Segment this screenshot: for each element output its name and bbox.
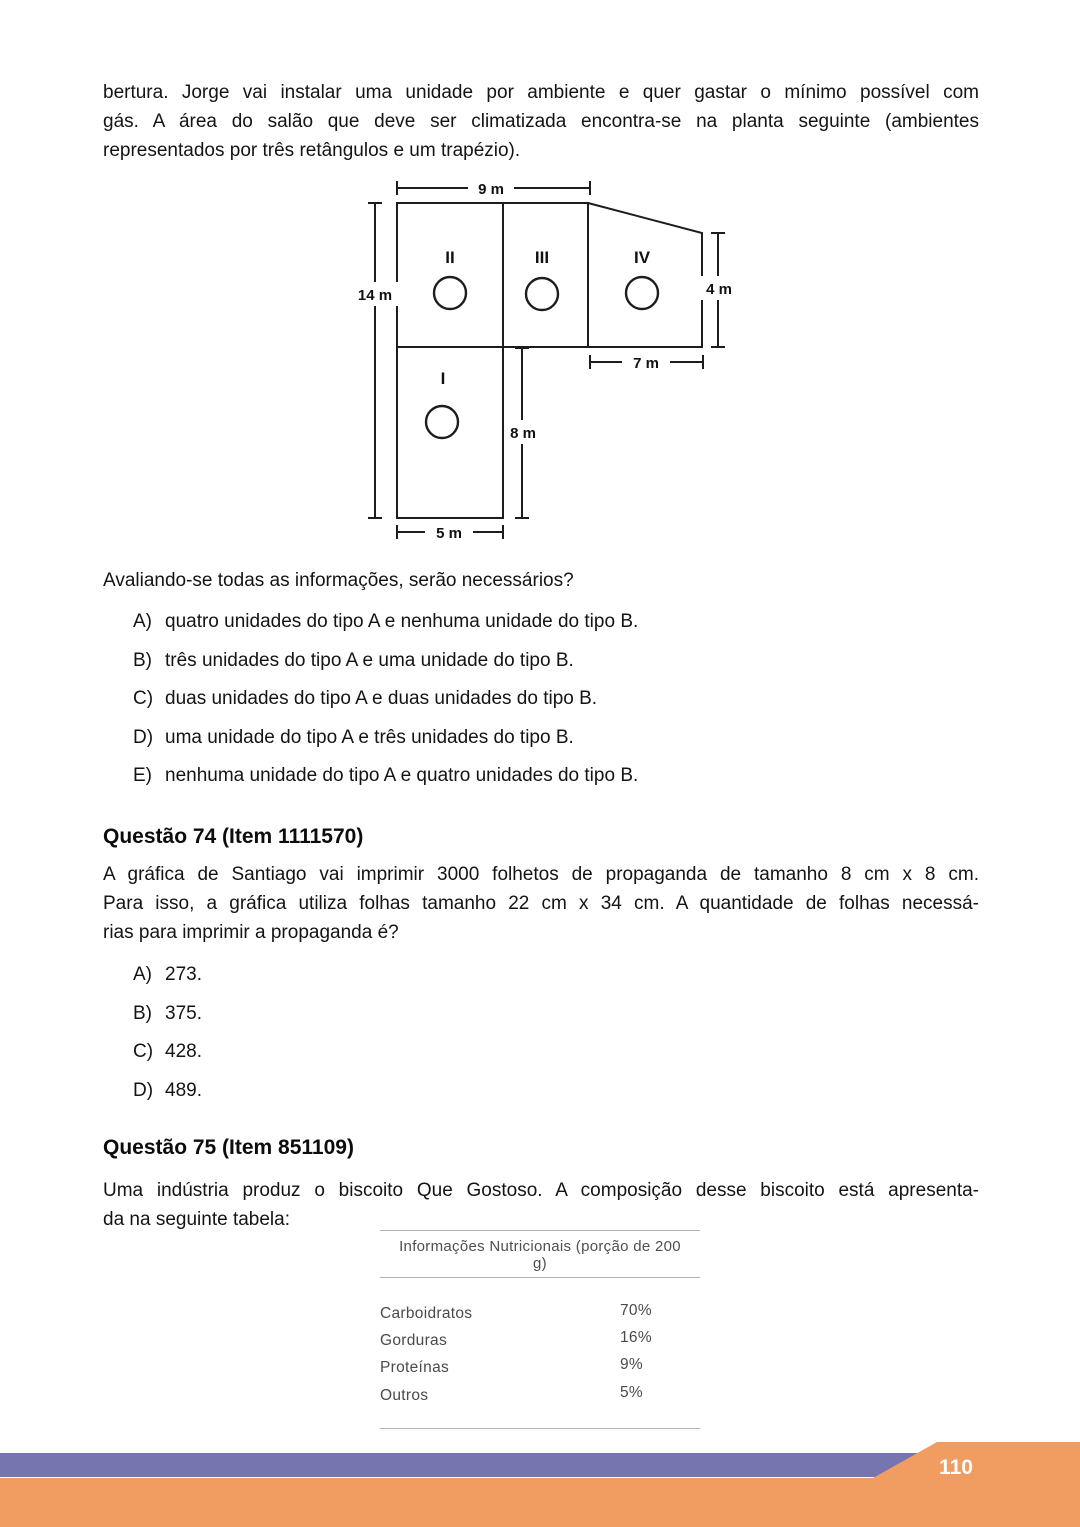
question-74-option-d bbox=[133, 1080, 202, 1102]
question-73-prompt: Avaliando-se todas as informações, serão necessários? bbox=[103, 570, 574, 591]
floor-plan-svg bbox=[350, 170, 750, 560]
dimension-7m-label: 7 m bbox=[633, 355, 659, 372]
room-i-label: I bbox=[440, 369, 446, 388]
option-text: três unidades do tipo A e uma unidade do tipo B. bbox=[165, 650, 574, 671]
air-unit-circle-room-iv bbox=[626, 277, 658, 309]
intro-line: bertura. Jorge vai instalar uma unidade por ambiente e quer gastar o mínimo possível com bbox=[103, 82, 979, 103]
question-73-option-d bbox=[133, 727, 574, 749]
option-letter: C) bbox=[133, 1041, 154, 1062]
page-number: 110 bbox=[939, 1456, 973, 1479]
row-label: Gorduras bbox=[380, 1332, 448, 1349]
air-unit-circle-room-iii bbox=[526, 278, 558, 310]
row-label: Proteínas bbox=[380, 1359, 450, 1376]
option-text: 428. bbox=[165, 1041, 202, 1062]
dimension-9m-label: 9 m bbox=[478, 181, 504, 198]
row-value: 5% bbox=[620, 1384, 644, 1401]
dimension-5m bbox=[397, 522, 503, 542]
dimension-7m bbox=[590, 352, 703, 372]
option-text: 273. bbox=[165, 964, 202, 985]
dimension-8m-label: 8 m bbox=[510, 425, 536, 442]
option-text: 489. bbox=[165, 1080, 202, 1101]
option-letter: D) bbox=[133, 727, 154, 748]
body-line: A gráfica de Santiago vai imprimir 3000 folhetos de propaganda de tamanho 8 cm x 8 cm. bbox=[103, 864, 979, 885]
option-text: quatro unidades do tipo A e nenhuma unidade do tipo B. bbox=[165, 611, 639, 632]
table-rule-header bbox=[380, 1277, 700, 1278]
table-row bbox=[380, 1384, 700, 1405]
question-74-body bbox=[103, 860, 979, 947]
question-74-option-a bbox=[133, 964, 202, 986]
option-text: 375. bbox=[165, 1003, 202, 1024]
dimension-4m bbox=[700, 233, 738, 347]
question-73-option-e bbox=[133, 765, 638, 787]
question-74-option-b bbox=[133, 1003, 202, 1025]
option-text: duas unidades do tipo A e duas unidades do tipo B. bbox=[165, 688, 598, 709]
room-ii-label: II bbox=[445, 248, 455, 267]
row-label: Outros bbox=[380, 1387, 429, 1404]
question-73-option-c bbox=[133, 688, 597, 710]
option-text: nenhuma unidade do tipo A e quatro unidades do tipo B. bbox=[165, 765, 639, 786]
row-label: Carboidratos bbox=[380, 1305, 473, 1322]
footer-purple-bar bbox=[0, 1453, 950, 1477]
table-rule-bottom bbox=[380, 1428, 700, 1429]
air-unit-circle-room-i bbox=[426, 406, 458, 438]
body-line: Para isso, a gráfica utiliza folhas tamanho 22 cm x 34 cm. A quantidade de folhas necessá- bbox=[103, 893, 979, 914]
table-rule-top bbox=[380, 1230, 700, 1231]
table-title bbox=[380, 1238, 700, 1272]
intro-line: gás. A área do salão que deve ser climatizada encontra-se na planta seguinte (ambientes bbox=[103, 111, 979, 132]
dimension-4m-label: 4 m bbox=[706, 281, 732, 298]
row-value: 16% bbox=[620, 1329, 652, 1346]
question-73-intro bbox=[103, 78, 979, 165]
body-line: rias para imprimir a propaganda é? bbox=[103, 922, 399, 943]
option-letter: C) bbox=[133, 688, 154, 709]
room-iv-label: IV bbox=[633, 248, 651, 267]
table-row bbox=[380, 1329, 700, 1350]
table-row bbox=[380, 1302, 700, 1323]
question-75-heading: Questão 75 (Item 851109) bbox=[103, 1136, 354, 1159]
option-letter: A) bbox=[133, 611, 152, 632]
dimension-9m bbox=[397, 178, 590, 198]
table-row bbox=[380, 1356, 700, 1377]
row-value: 70% bbox=[620, 1302, 652, 1319]
option-letter: A) bbox=[133, 964, 152, 985]
option-letter: D) bbox=[133, 1080, 154, 1101]
dimension-14m bbox=[351, 203, 399, 518]
question-75-body bbox=[103, 1176, 979, 1234]
air-unit-circle-room-ii bbox=[434, 277, 466, 309]
option-letter: B) bbox=[133, 650, 152, 671]
body-line: da na seguinte tabela: bbox=[103, 1209, 290, 1230]
room-ii-outline bbox=[397, 203, 503, 347]
floor-plan-diagram bbox=[350, 170, 750, 560]
question-74-option-c bbox=[133, 1041, 202, 1063]
room-iii-label: III bbox=[534, 248, 550, 267]
question-74-heading: Questão 74 (Item 1111570) bbox=[103, 825, 364, 848]
table-title-line2: g) bbox=[533, 1255, 547, 1272]
body-line: Uma indústria produz o biscoito Que Gostoso. A composição desse biscoito está apresenta- bbox=[103, 1180, 979, 1201]
question-73-option-a bbox=[133, 611, 638, 633]
question-73-option-b bbox=[133, 650, 574, 672]
intro-line: representados por três retângulos e um trapézio). bbox=[103, 140, 521, 161]
room-iii-outline bbox=[503, 203, 588, 347]
option-letter: E) bbox=[133, 765, 152, 786]
room-iv-outline bbox=[588, 203, 702, 347]
dimension-14m-label: 14 m bbox=[357, 287, 393, 304]
dimension-5m-label: 5 m bbox=[436, 525, 462, 542]
table-title-line1: Informações Nutricionais (porção de 200 bbox=[399, 1238, 681, 1255]
option-text: uma unidade do tipo A e três unidades do tipo B. bbox=[165, 727, 574, 748]
row-value: 9% bbox=[620, 1356, 644, 1373]
dimension-8m bbox=[504, 348, 542, 518]
option-letter: B) bbox=[133, 1003, 152, 1024]
nutrition-table bbox=[380, 1230, 700, 1430]
